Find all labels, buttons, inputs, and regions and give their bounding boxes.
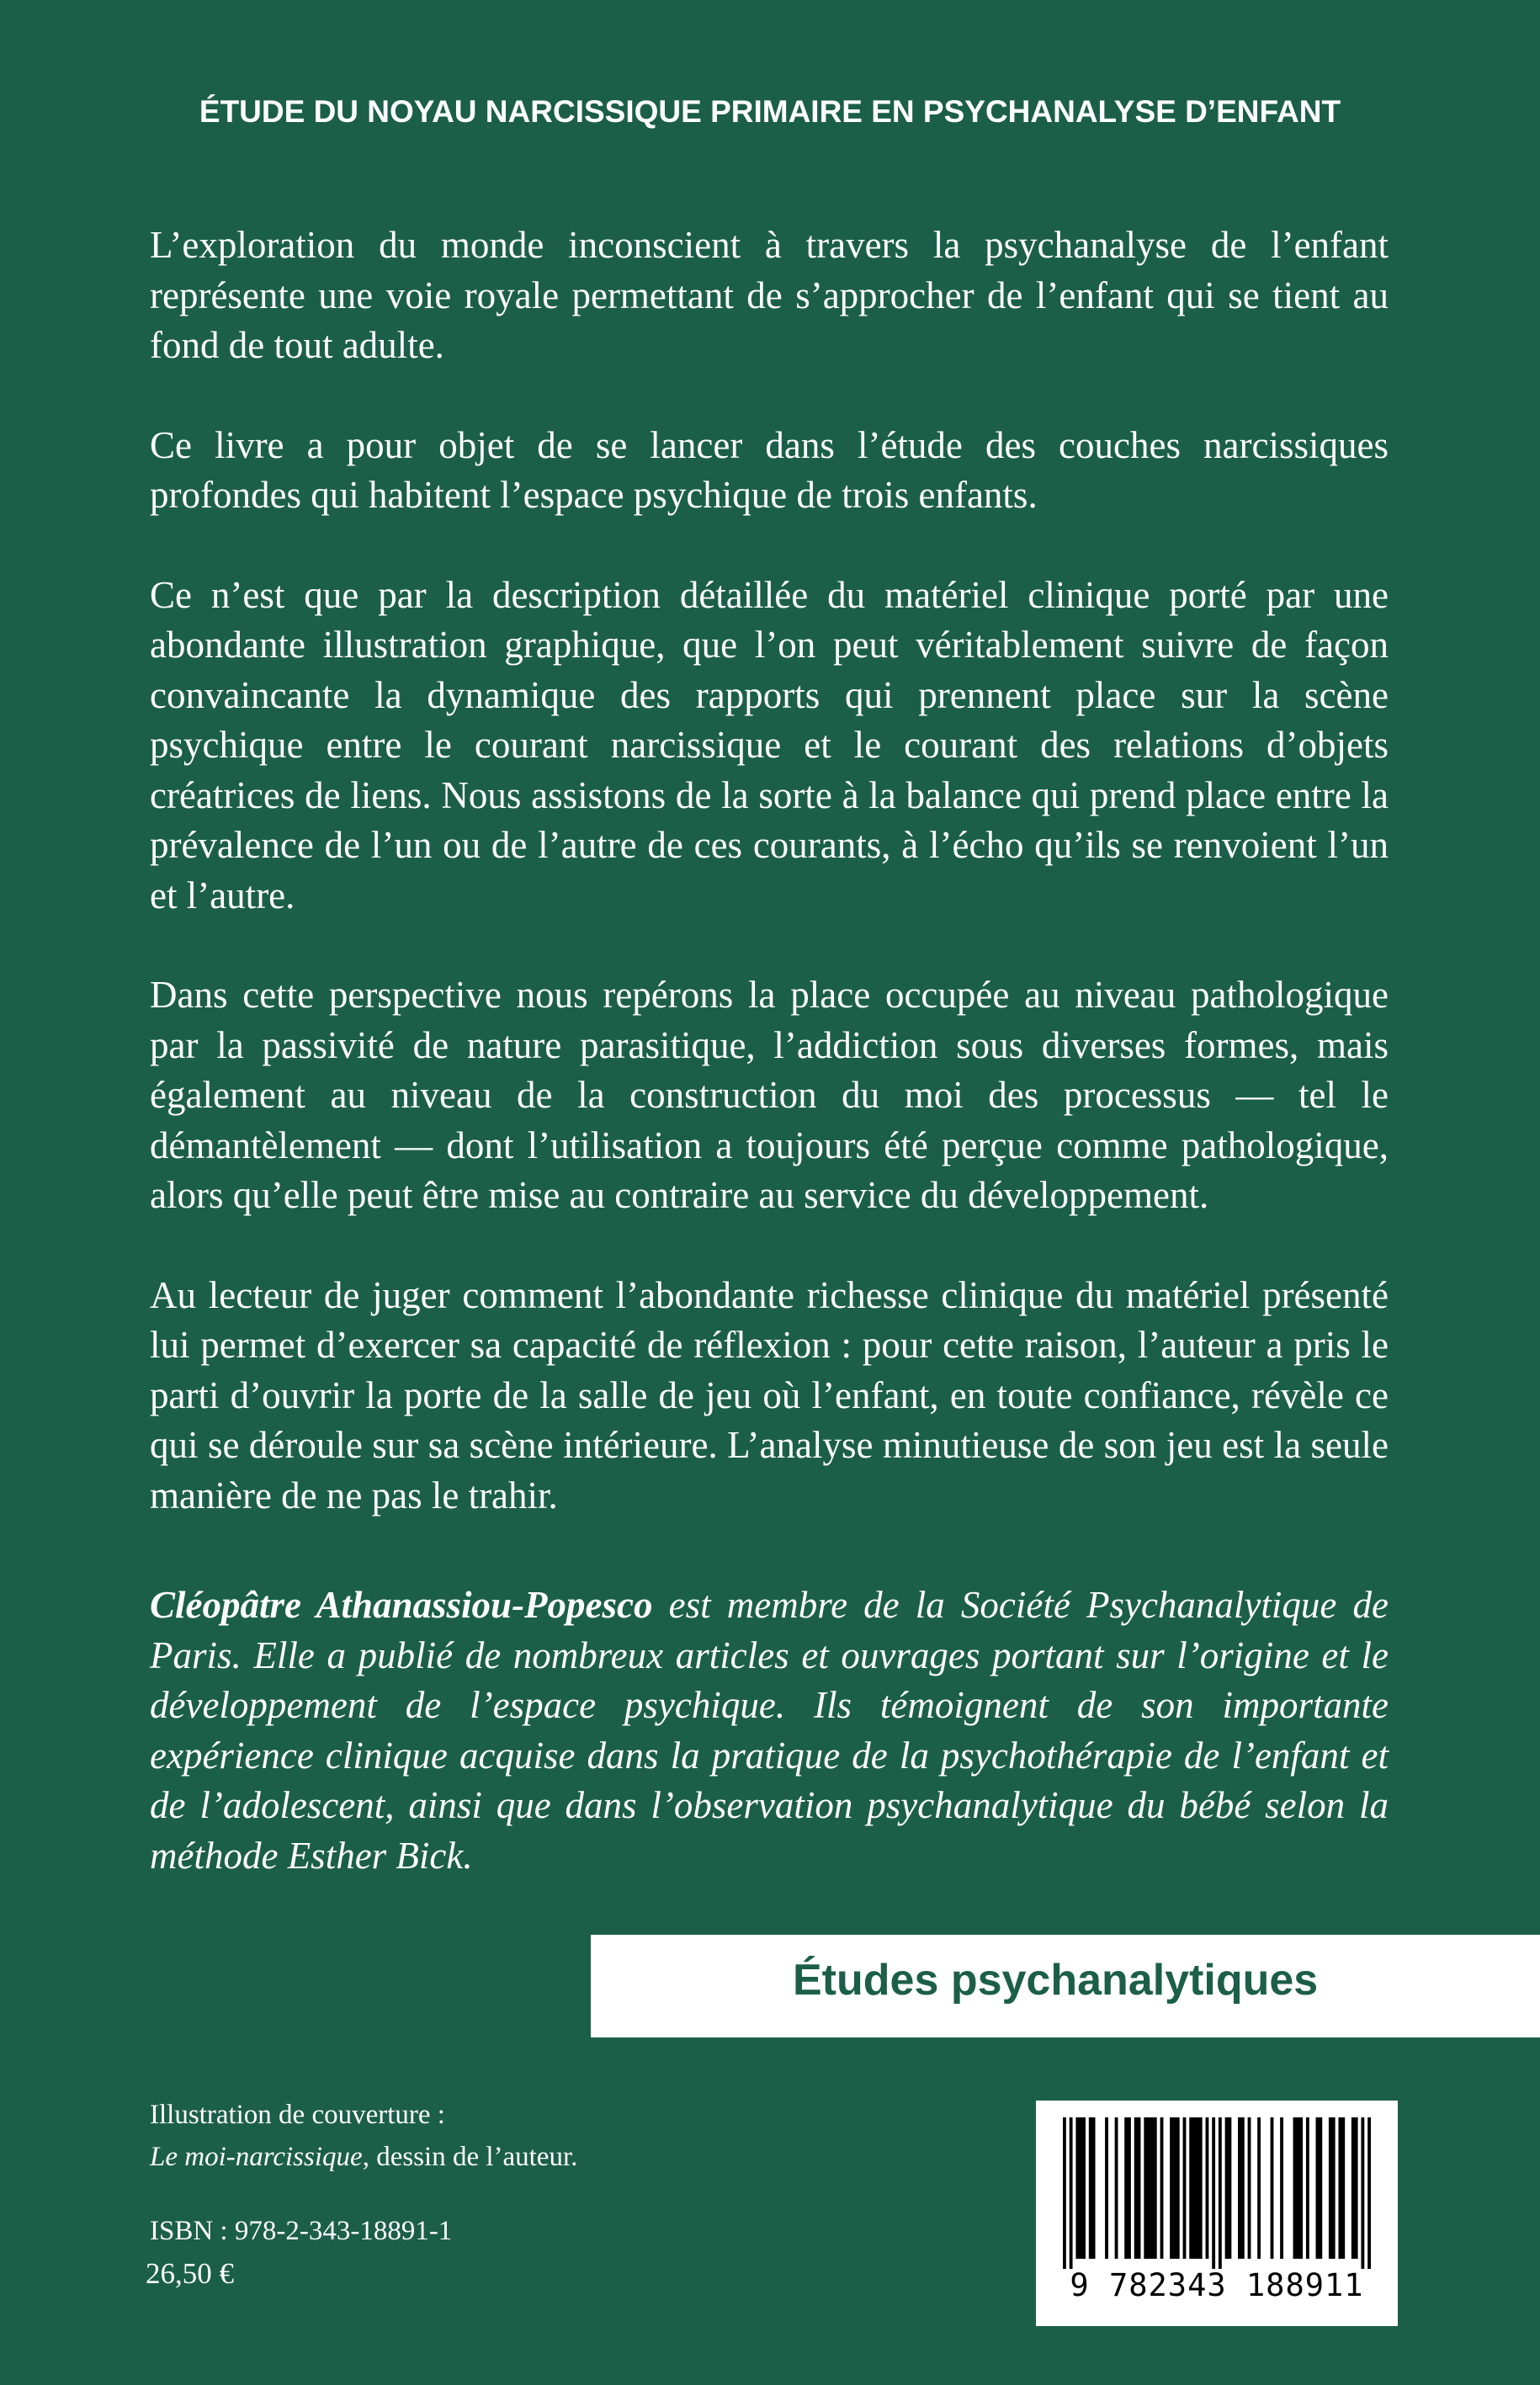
barcode-bar [1219,2117,1222,2269]
barcode-bar [1351,2117,1358,2259]
barcode-bar [1075,2117,1086,2259]
barcode-bar [1238,2117,1245,2259]
author-name: Cléopâtre Athanassiou-Popesco [150,1584,653,1626]
credit-line-2 [150,2136,577,2178]
barcode-bar [1338,2117,1345,2259]
barcode-bar [1280,2117,1283,2259]
barcode-bar [1170,2117,1180,2259]
barcode-bar [1115,2117,1118,2259]
isbn: ISBN : 978-2-343-18891-1 [150,2216,453,2246]
barcode-bar [1329,2117,1336,2259]
summary-paragraph-1: L’exploration du monde inconscient à travers la psychanalyse de l’enfant représente une voie royale permettant de s’approcher de l’enfant qui se tient au fond de tout adulte. [150,224,1389,366]
barcode-bar [1124,2117,1131,2259]
barcode-bar [1160,2117,1164,2259]
barcode-bar [1134,2117,1141,2259]
artwork-description: , dessin de l’auteur. [362,2142,578,2172]
barcode-bar [1206,2117,1209,2259]
back-cover-title: ÉTUDE DU NOYAU NARCISSIQUE PRIMAIRE EN PSYCHANALYSE D’ENFANT [199,94,1341,129]
barcode-bar [1063,2117,1066,2269]
barcode-bar [1144,2117,1156,2259]
barcode [1036,2101,1398,2326]
price: 26,50 € [146,2257,234,2290]
barcode-bar [1089,2117,1096,2259]
barcode-bar [1361,2117,1364,2269]
artwork-title: Le moi-narcissique [150,2142,363,2172]
summary-text [150,220,1389,1570]
summary-paragraph-2: Ce livre a pour objet de se lancer dans l’étude des couches narcissiques profondes qui habitent l’espace psychique de trois enfants. [150,423,1389,516]
author-bio [150,1580,1389,1881]
barcode-bar [1105,2117,1108,2259]
barcode-bar [1070,2117,1073,2269]
barcode-bar [1306,2117,1309,2259]
summary-paragraph-5: Au lecteur de juger comment l’abondante richesse clinique du matériel présenté lui permet d’exercer sa capacité de réflexion : pour cette raison, l’auteur a pris le parti d’ouvrir la porte de la salle de jeu où l’enfant, en toute confiance, révèle ce qui se déroule sur sa scène intérieure. L’analyse minutieuse de son jeu est la seule manière de ne pas le trahir. [150,1273,1389,1517]
barcode-bar [1316,2117,1323,2259]
barcode-bars [1063,2117,1371,2269]
barcode-bar [1367,2117,1371,2269]
barcode-digits: 9 782343 188911 [1070,2267,1364,2303]
author-bio-text: est membre de la Société Psychanalytique de Paris. Elle a publié de nombreux articles et ouvrages portant sur l’origine et le développement de l’espace psychique. Ils témoignent de son importante expérience clinique acquise dans la pratique de la psychothérapie de l’enfant et de l’adolescent, ainsi que dans l’observation psychanalytique du bébé selon la méthode Esther Bick. [150,1584,1389,1877]
summary-paragraph-3: Ce n’est que par la description détaillée du matériel clinique porté par une abondante illustration graphique, que l’on peut véritablement suivre de façon convaincante la dynamique des rapports qui prennent place sur la scène psychique entre le courant narcissique et le courant des relations d’objets créatrices de liens. Nous assistons de la sorte à la balance qui prend place entre la prévalence de l’un ou de l’autre de ces courants, à l’écho qu’ils se renvoient l’un et l’autre. [150,573,1389,916]
cover-illustration-credit [150,2094,577,2178]
summary-paragraph-4: Dans cette perspective nous repérons la place occupée au niveau pathologique par la passivité de nature parasitique, l’addiction sous diverses formes, mais également au niveau de la construction du moi des processus — tel le démantèlement — dont l’utilisation a toujours été perçue comme pathologique, alors qu’elle peut être mise au contraire au service du développement. [150,974,1389,1216]
barcode-bar [1248,2117,1251,2259]
barcode-bar [1257,2117,1261,2259]
barcode-bar [1293,2117,1304,2259]
credit-line-1: Illustration de couverture : [150,2100,445,2130]
barcode-bar [1225,2117,1232,2259]
barcode-bar [1189,2117,1202,2259]
series-banner [591,1935,1540,2037]
series-label: Études psychanalytiques [793,1956,1319,2005]
barcode-bar [1212,2117,1215,2269]
barcode-bar [1271,2117,1274,2259]
barcode-bar [1183,2117,1187,2259]
